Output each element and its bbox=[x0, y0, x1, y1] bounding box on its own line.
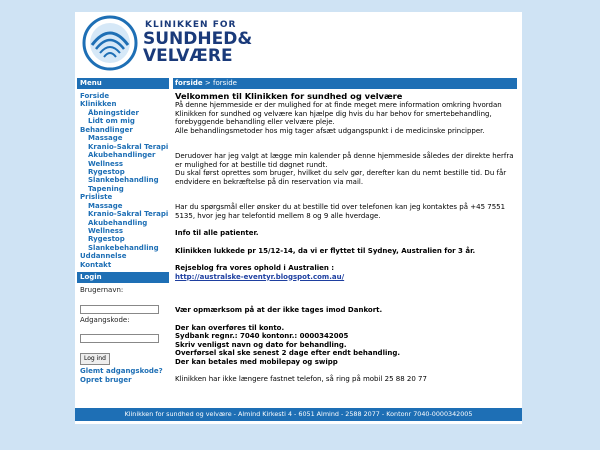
menu-item-behandlinger[interactable]: Behandlinger bbox=[80, 125, 133, 134]
menu-item-wellness[interactable]: Wellness bbox=[88, 159, 124, 168]
menu-item-slankebehandling[interactable]: Slankebehandling bbox=[88, 176, 159, 185]
menu-item-pris-wellness[interactable]: Wellness bbox=[88, 227, 124, 235]
login-button[interactable]: Log ind bbox=[80, 353, 110, 365]
menu-item-forside[interactable]: Forside bbox=[80, 92, 110, 100]
blog-link[interactable]: http://australske-eventyr.blogspot.com.au/ bbox=[175, 272, 345, 281]
sidebar bbox=[77, 78, 169, 385]
main-content bbox=[173, 78, 517, 384]
breadcrumb-current: forside bbox=[212, 79, 237, 87]
username-label: Brugernavn: bbox=[80, 286, 124, 295]
menu-item-uddannelse[interactable]: Uddannelse bbox=[80, 252, 127, 261]
blog-heading: Rejseblog fra vores ophold i Australien : bbox=[175, 264, 335, 272]
menu-item-pris-rygestop[interactable]: Rygestop bbox=[88, 235, 125, 244]
menu-item-lidt-om-mig[interactable]: Lidt om mig bbox=[88, 117, 135, 126]
transfer-deadline: Overførsel skal ske senest 2 dage efter endt behandling. bbox=[175, 349, 401, 357]
password-label: Adgangskode: bbox=[80, 315, 130, 324]
menu-heading: Menu bbox=[77, 78, 169, 89]
booking-text: Du skal først oprettes som bruger, hvilket du selv gør, derefter kan du nemt bestille tid. Du får endvidere en bekræftelse på din reservation via mail. bbox=[175, 169, 507, 186]
phone-contact-text: Har du spørgsmål eller ønsker du at bestille tid over telefonen kan jeg kontaktes på +45 7551 5135, hvor jeg har telefontid mellem 8 og 9 alle hverdage. bbox=[175, 203, 506, 220]
menu-item-tapening[interactable]: Tapening bbox=[88, 184, 124, 193]
breadcrumb-separator: > bbox=[204, 79, 211, 87]
logo-line-1: KLINIKKEN FOR bbox=[145, 20, 237, 30]
name-instruction: Skriv venligst navn og dato for behandling. bbox=[175, 340, 347, 349]
breadcrumb-home[interactable]: forside bbox=[175, 79, 203, 87]
menu-item-pris-kranio-sakral[interactable]: Kranio-Sakral Terapi bbox=[88, 210, 169, 219]
login-heading: Login bbox=[77, 272, 169, 283]
site-header bbox=[75, 12, 522, 78]
logo-line-2: SUNDHED& bbox=[143, 29, 253, 49]
login-form bbox=[77, 283, 169, 385]
register-link[interactable]: Opret bruger bbox=[80, 375, 132, 384]
menu-item-prisliste[interactable]: Prisliste bbox=[80, 193, 113, 202]
intro-text: På denne hjemmeside er der mulighed for at finde meget mere information omkring hvordan Klinikken for sundhed og velvære kan hjælpe dig hvis du har behov for smertebehandling, forebyggende behandling eller velvære pleje. bbox=[175, 101, 502, 126]
mobilepay-text: Der kan betales med mobilepay og swipp bbox=[175, 357, 338, 366]
page-title: Velkommen til Klinikken for sundhed og velvære bbox=[175, 91, 403, 101]
menu-item-pris-slankebehandling[interactable]: Slankebehandling bbox=[88, 243, 159, 252]
menu-item-kontakt[interactable]: Kontakt bbox=[80, 260, 112, 269]
info-heading: Info til alle patienter. bbox=[175, 229, 259, 237]
transfer-heading: Der kan overføres til konto. bbox=[175, 323, 285, 332]
closed-notice: Klinikken lukkede pr 15/12-14, da vi er flyttet til Sydney, Australien for 3 år. bbox=[175, 246, 476, 255]
menu-item-kranio-sakral[interactable]: Kranio-Sakral Terapi bbox=[88, 142, 169, 151]
breadcrumb bbox=[173, 78, 517, 89]
bank-details: Sydbank regnr.: 7040 kontonr.: 0000342005 bbox=[175, 332, 349, 340]
intro-text-2: Alle behandlingsmetoder hos mig tager afsæt udgangspunkt i de medicinske principper. bbox=[175, 126, 485, 135]
dankort-notice: Vær opmærksom på at der ikke tages imod Dankort. bbox=[175, 306, 383, 314]
menu-item-akubehandlinger[interactable]: Akubehandlinger bbox=[88, 151, 156, 160]
logo-line-3: VELVÆRE bbox=[143, 46, 233, 66]
site-footer: Klinikken for sundhed og velvære - Almind Kirkesti 4 - 6051 Almind - 2588 2077 - Kontonr 7040-0000342005 bbox=[75, 408, 522, 421]
menu-item-pris-massage[interactable]: Massage bbox=[88, 201, 123, 210]
menu-item-klinikken[interactable]: Klinikken bbox=[80, 100, 117, 109]
menu-item-abningstider[interactable]: Åbningstider bbox=[88, 108, 139, 117]
menu-item-rygestop[interactable]: Rygestop bbox=[88, 167, 125, 176]
mobile-phone-text: Klinikken har ikke længere fastnet telefon, så ring på mobil 25 88 20 77 bbox=[175, 375, 427, 383]
forgot-password-link[interactable]: Glemt adgangskode? bbox=[80, 366, 163, 375]
nav-menu bbox=[77, 89, 169, 272]
logo-wordmark[interactable] bbox=[143, 20, 252, 65]
menu-item-pris-akubehandling[interactable]: Akubehandling bbox=[88, 218, 148, 227]
password-input[interactable] bbox=[80, 334, 159, 343]
page-container bbox=[75, 12, 522, 424]
logo-icon[interactable] bbox=[82, 15, 138, 71]
username-input[interactable] bbox=[80, 305, 159, 314]
calendar-text: Derudover har jeg valgt at lægge min kalender på denne hjemmeside således der direkte herfra er mulighed for at bestille tid døgnet rundt. bbox=[175, 152, 514, 169]
content-body bbox=[173, 89, 517, 384]
menu-item-massage[interactable]: Massage bbox=[88, 134, 123, 143]
